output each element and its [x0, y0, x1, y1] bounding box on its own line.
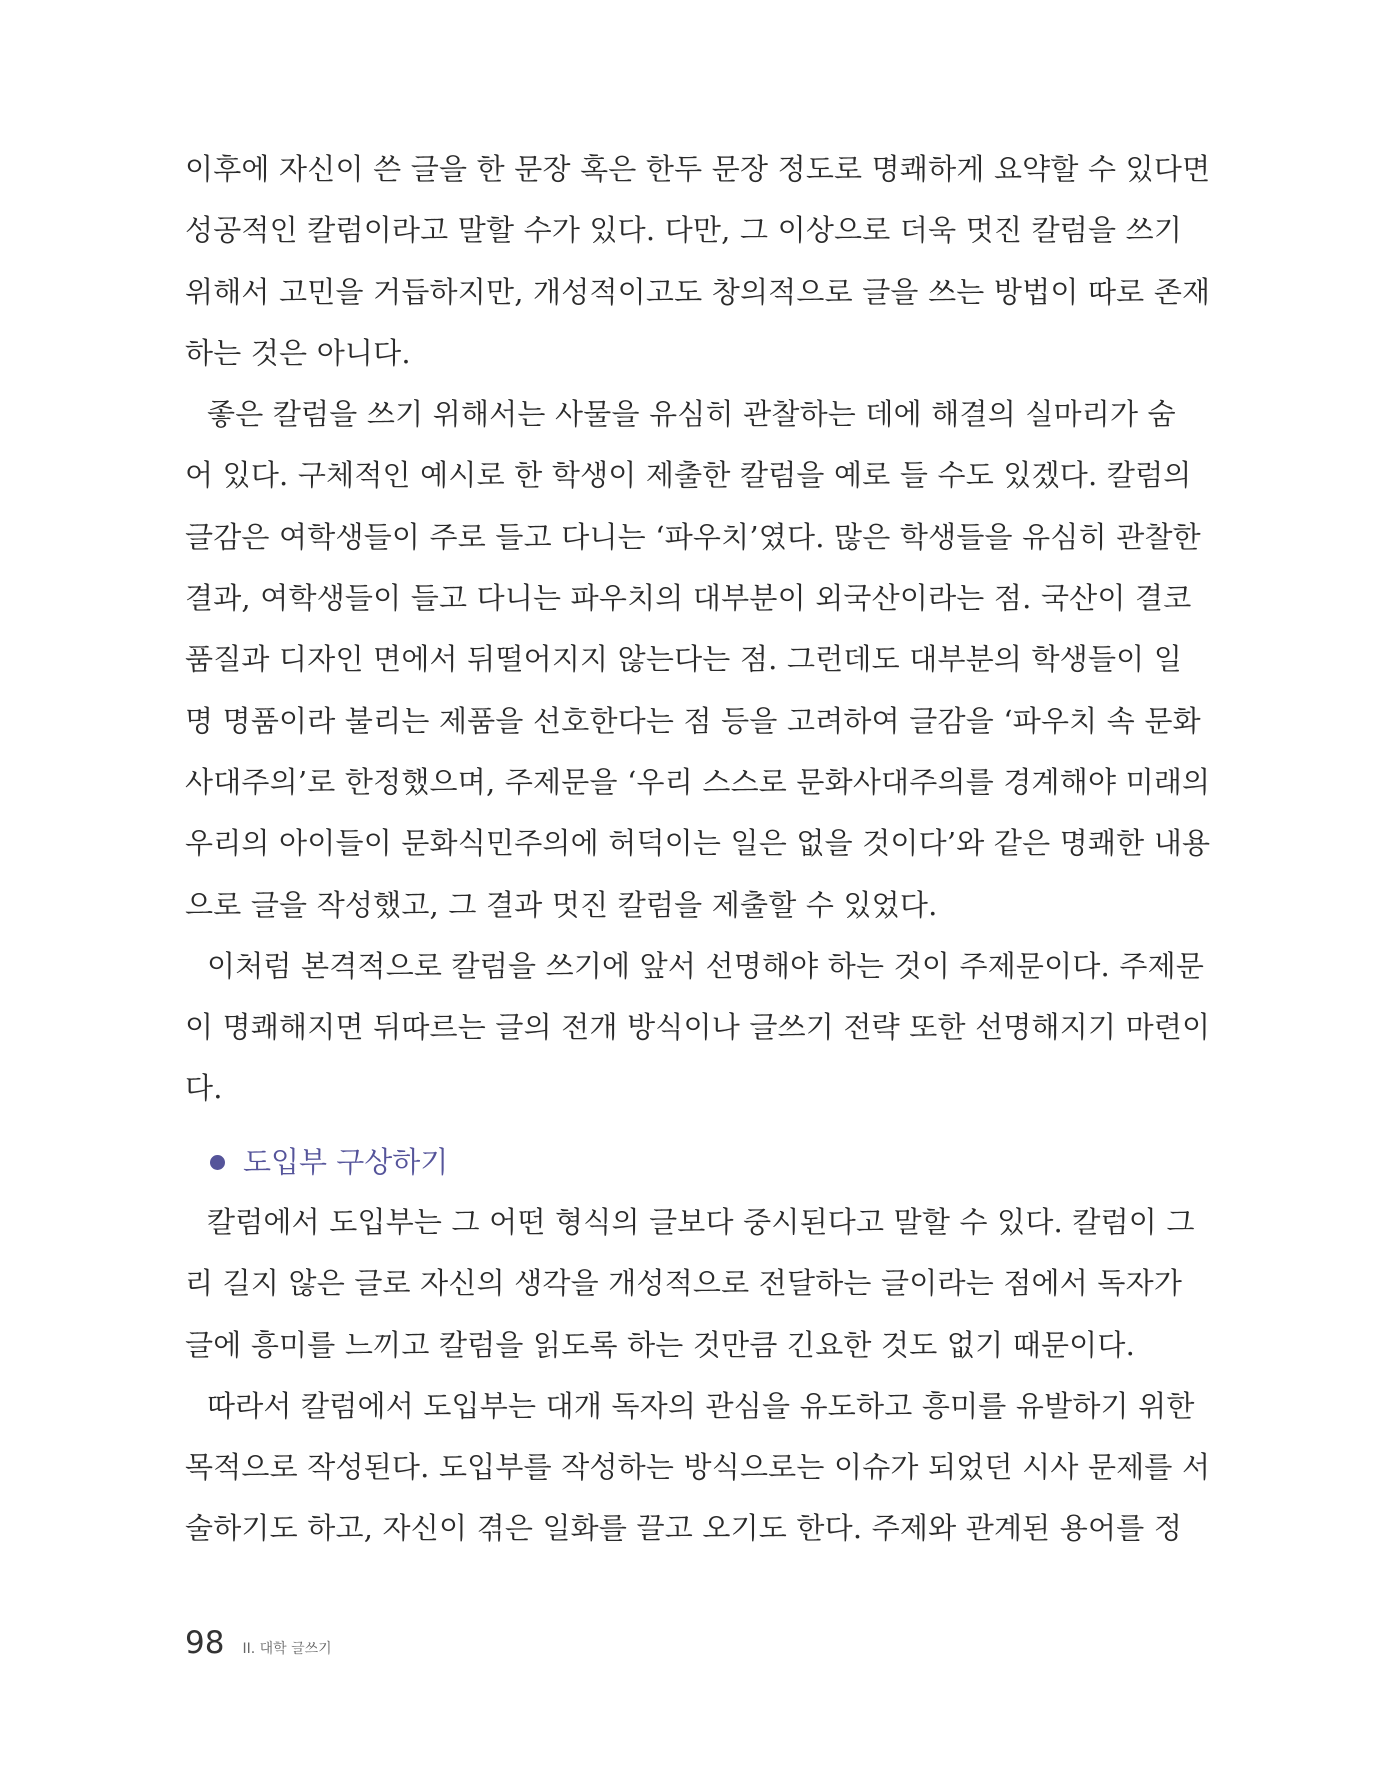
text-line: 성공적인 칼럼이라고 말할 수가 있다. 다만, 그 이상으로 더욱 멋진 칼럼을 쓰기: [185, 213, 1183, 248]
text-line: 명 명품이라 불리는 제품을 선호한다는 점 등을 고려하여 글감을 ‘파우치 속 문화: [185, 703, 1201, 738]
chapter-label: II. 대학 글쓰기: [242, 1641, 332, 1657]
text-line: 리 길지 않은 글로 자신의 생각을 개성적으로 전달하는 글이라는 점에서 독자가: [185, 1266, 1183, 1301]
text-line: 이후에 자신이 쓴 글을 한 문장 혹은 한두 문장 정도로 명쾌하게 요약할 수 있다면: [185, 152, 1211, 186]
body-text-block-1: [185, 139, 1211, 1120]
text-line: 목적으로 작성된다. 도입부를 작성하는 방식으로는 이슈가 되었던 시사 문제를 서: [185, 1450, 1211, 1485]
text-line: 이 명쾌해지면 뒤따르는 글의 전개 방식이나 글쓰기 전략 또한 선명해지기 마련이: [185, 1010, 1211, 1045]
section-heading: [210, 1137, 448, 1187]
text-line: 우리의 아이들이 문화식민주의에 허덕이는 일은 없을 것이다’와 같은 명쾌한 내용: [185, 826, 1211, 861]
text-line: 글감은 여학생들이 주로 들고 다니는 ‘파우치’였다. 많은 학생들을 유심히 관찰한: [185, 519, 1201, 554]
section-heading-text: 도입부 구상하기: [243, 1145, 449, 1179]
bullet-icon: [210, 1155, 225, 1170]
text-line: 글에 흥미를 느끼고 칼럼을 읽도록 하는 것만큼 긴요한 것도 없기 때문이다.: [185, 1327, 1136, 1362]
text-line: 결과, 여학생들이 들고 다니는 파우치의 대부분이 외국산이라는 점. 국산이 결코: [185, 581, 1192, 616]
text-line: 다.: [185, 1071, 223, 1106]
body-text-block-2: [185, 1192, 1211, 1560]
page-footer: [185, 1625, 332, 1661]
text-line: 사대주의’로 한정했으며, 주제문을 ‘우리 스스로 문화사대주의를 경계해야 미래의: [185, 764, 1211, 799]
text-line: 술하기도 하고, 자신이 겪은 일화를 끌고 오기도 한다. 주제와 관계된 용어를 정: [185, 1511, 1183, 1546]
text-line: 위해서 고민을 거듭하지만, 개성적이고도 창의적으로 글을 쓰는 방법이 따로 존재: [185, 274, 1211, 309]
text-line: 으로 글을 작성했고, 그 결과 멋진 칼럼을 제출할 수 있었다.: [185, 887, 938, 922]
text-line: 품질과 디자인 면에서 뒤떨어지지 않는다는 점. 그런데도 대부분의 학생들이 일: [185, 642, 1183, 677]
page-number: 98: [185, 1625, 225, 1661]
text-line: 이처럼 본격적으로 칼럼을 쓰기에 앞서 선명해야 하는 것이 주제문이다. 주제문: [207, 948, 1205, 983]
text-line: 어 있다. 구체적인 예시로 한 학생이 제출한 칼럼을 예로 들 수도 있겠다. 칼럼의: [185, 458, 1192, 493]
text-line: 칼럼에서 도입부는 그 어떤 형식의 글보다 중시된다고 말할 수 있다. 칼럼이 그: [207, 1205, 1195, 1239]
text-line: 하는 것은 아니다.: [185, 335, 411, 370]
text-line: 따라서 칼럼에서 도입부는 대개 독자의 관심을 유도하고 흥미를 유발하기 위한: [207, 1388, 1195, 1423]
text-line: 좋은 칼럼을 쓰기 위해서는 사물을 유심히 관찰하는 데에 해결의 실마리가 숨: [207, 397, 1176, 432]
